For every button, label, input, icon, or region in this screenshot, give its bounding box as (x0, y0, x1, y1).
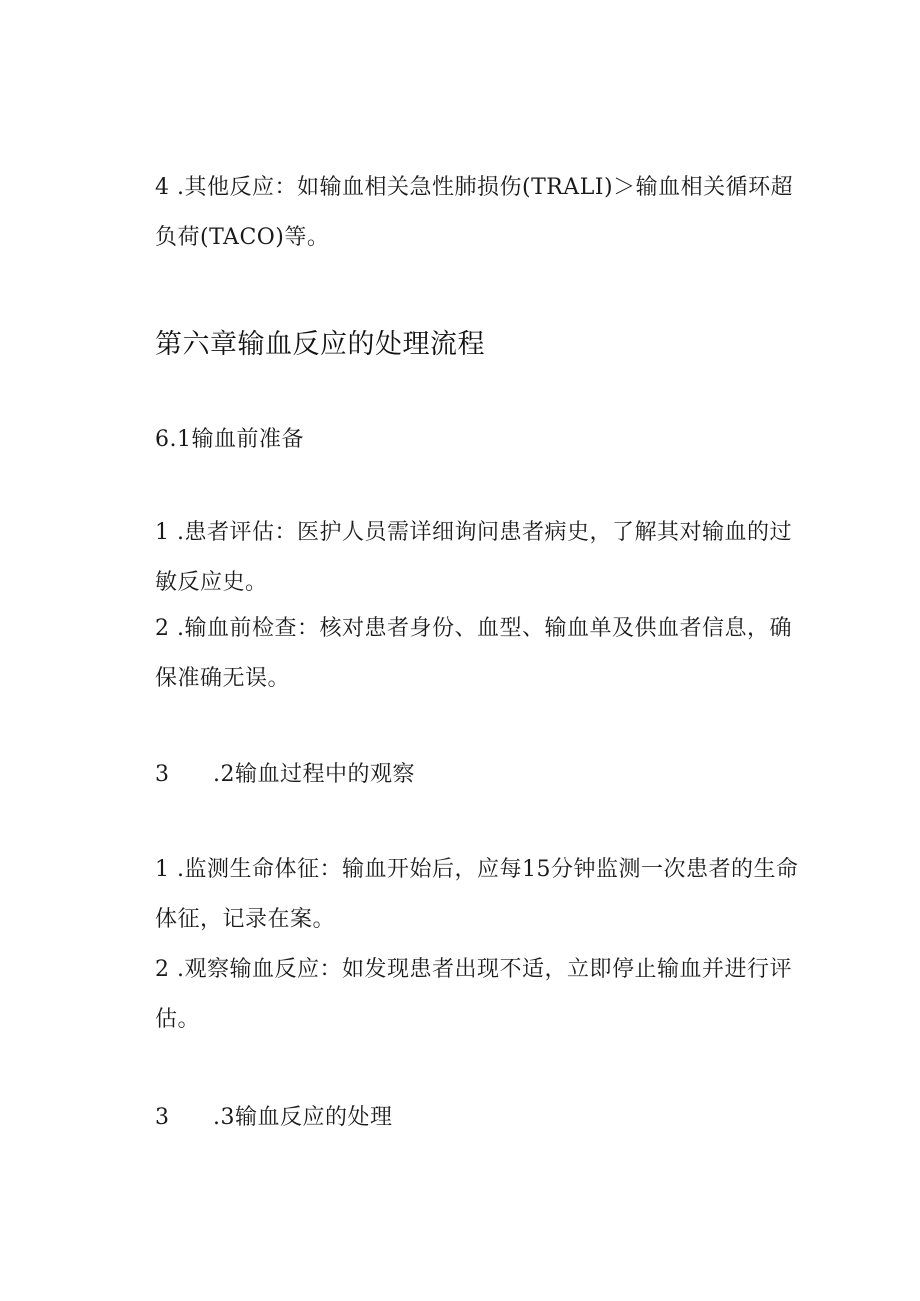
section-6-2-title (155, 755, 415, 795)
text-line: 4 .其他反应：如输血相关急性肺损伤(TRALI)＞输血相关循环超 (155, 175, 794, 200)
text-line: 2 .观察输血反应：如发现患者出现不适，立即停止输血并进行评 (155, 957, 792, 982)
paragraph-pre-transfusion-check (155, 604, 820, 704)
section-6-1-title: 6.1输血前准备 (155, 427, 304, 452)
section-title-text: .3输血反应的处理 (213, 1105, 393, 1130)
text-line: 1 .患者评估：医护人员需详细询问患者病史，了解其对输血的过 (155, 520, 792, 545)
chapter-title: 第六章输血反应的处理流程 (155, 329, 485, 360)
section-title-text: .2输血过程中的观察 (213, 762, 415, 787)
section-number: 3 (155, 762, 170, 787)
paragraph-other-reactions (155, 163, 820, 263)
text-line: 体征，记录在案。 (155, 907, 336, 932)
text-line: 2 .输血前检查：核对患者身份、血型、输血单及供血者信息，确 (155, 616, 792, 641)
section-number: 3 (155, 1105, 170, 1130)
text-line: 负荷(TACO)等。 (155, 225, 330, 250)
text-line: 敏反应史。 (155, 570, 268, 595)
text-line: 估。 (155, 1007, 201, 1032)
section-6-3-title (155, 1098, 393, 1138)
paragraph-observe-reaction (155, 945, 820, 1045)
text-line: 1 .监测生命体征：输血开始后，应每15分钟监测一次患者的生命 (155, 857, 799, 882)
text-line: 保准确无误。 (155, 666, 291, 691)
paragraph-patient-assessment (155, 508, 820, 608)
paragraph-vital-signs (155, 845, 820, 945)
